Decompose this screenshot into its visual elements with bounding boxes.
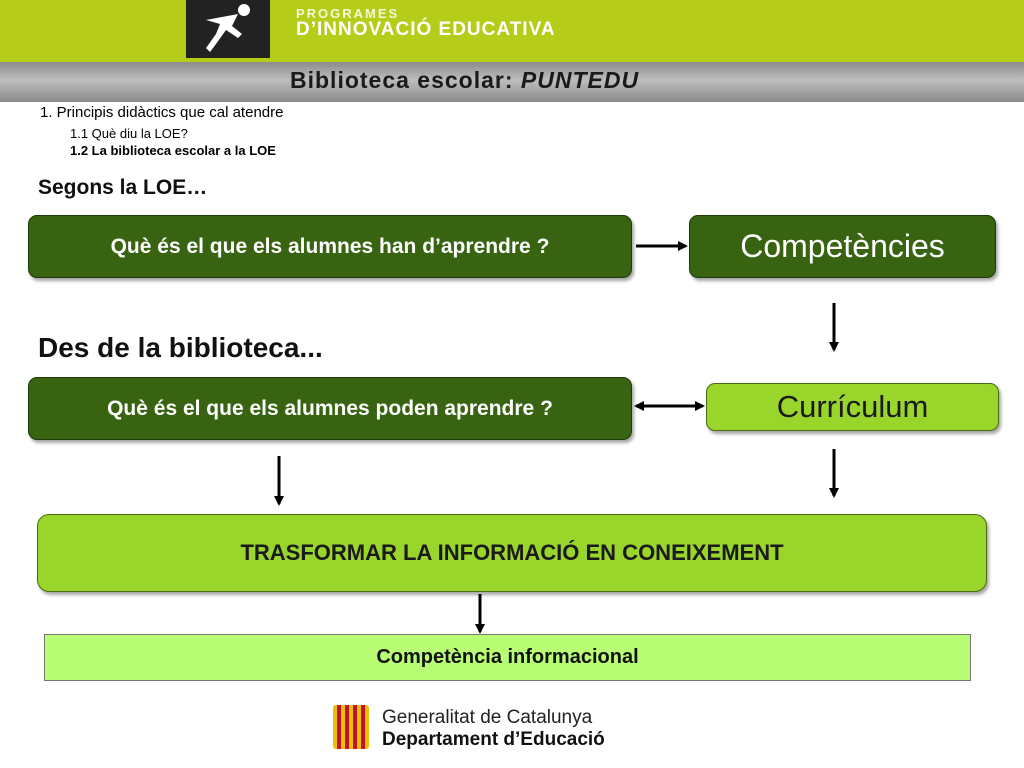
segons-heading: Segons la LOE…	[38, 176, 208, 199]
question-1-text: Què és el que els alumnes han d’aprendre ?	[110, 234, 550, 258]
toc-item-1-1: 1.1 Què diu la LOE?	[70, 126, 188, 141]
des-heading: Des de la biblioteca...	[38, 332, 323, 363]
library-title-main: Biblioteca escolar:	[290, 67, 521, 93]
programes-label: PROGRAMES	[296, 6, 400, 21]
question-2-text: Què és el que els alumnes poden aprendre ?	[107, 396, 553, 420]
generalitat-logo-icon	[333, 705, 369, 749]
curriculum-text: Currículum	[776, 389, 929, 424]
generalitat-label: Generalitat de Catalunya	[382, 707, 593, 728]
competencies-text: Competències	[740, 228, 945, 264]
toc-item-1-2: 1.2 La biblioteca escolar a la LOE	[70, 143, 276, 158]
toc-item-1: 1. Principis didàctics que cal atendre	[40, 104, 284, 121]
library-title-italic: PUNTEDU	[520, 67, 640, 93]
innovacio-label: D’INNOVACIÓ EDUCATIVA	[296, 19, 556, 40]
departament-label: Departament d’Educació	[382, 729, 605, 750]
transform-text: TRASFORMAR LA INFORMACIÓ EN CONEIXEMENT	[240, 540, 784, 565]
competencia-text: Competència informacional	[376, 646, 639, 668]
